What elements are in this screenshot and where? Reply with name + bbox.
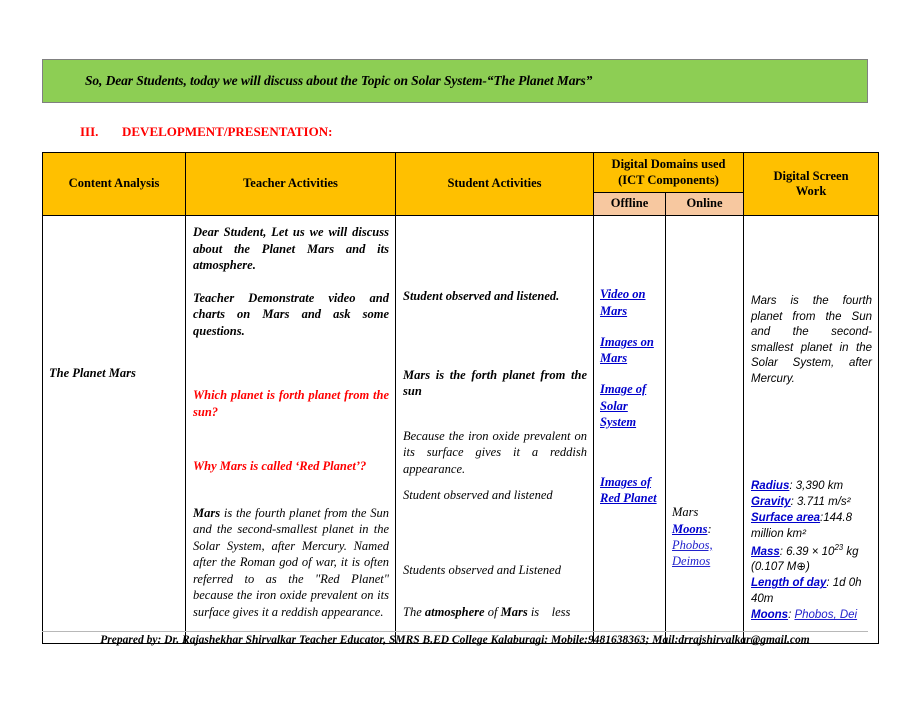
- fact-moons-value[interactable]: Phobos, Dei: [794, 609, 858, 622]
- col-header-teacher-activities: Teacher Activities: [186, 153, 396, 216]
- online-moons-colon: :: [707, 521, 712, 536]
- fact-mass-value: 6.39 × 10: [786, 545, 835, 558]
- col-header-digital-screen-work: [744, 153, 879, 216]
- teacher-para-3-rest: is the fourth planet from the Sun and the second-smallest planet in the Solar System, after Mercury. Named after the Roman god of war, it is often referred to as the "Red Planet" because the iron oxide prevalent on its surface gives it a reddish appearance.: [193, 505, 389, 619]
- student-para-6-b: atmosphere: [424, 605, 485, 620]
- student-para-2: Mars is the forth planet from the sun: [403, 367, 587, 399]
- table-header-row: [43, 153, 879, 193]
- fact-moons-label: Moons: [751, 609, 789, 622]
- fact-moons: [751, 608, 872, 624]
- fact-radius-label: Radius: [751, 480, 790, 493]
- fact-surface-area-value: 144.8 million km²: [751, 512, 853, 540]
- fact-length-of-day-label: Length of day: [751, 577, 827, 590]
- col-header-content-analysis: Content Analysis: [43, 153, 186, 216]
- fact-length-of-day-value: 1d 0h 40m: [751, 577, 862, 606]
- fact-radius-value: 3,390 km: [795, 480, 844, 493]
- teacher-para-1: Dear Student, Let us we will discuss about the Planet Mars and its atmosphere.: [193, 225, 389, 273]
- cell-online: [666, 216, 744, 644]
- student-para-6-e: is less: [527, 605, 571, 620]
- section-number: III.: [80, 124, 99, 139]
- fact-radius: [751, 479, 872, 495]
- teacher-question-2: Why Mars is called ‘Red Planet’?: [193, 459, 367, 474]
- student-para-4: Student observed and listened: [403, 488, 553, 503]
- lesson-plan-table: [42, 152, 879, 644]
- screen-work-description: Mars is the fourth planet from the Sun and the second-smallest planet in the Solar System, after Mercury.: [751, 295, 872, 385]
- fact-mass-exponent: 23: [834, 542, 844, 552]
- digital-domains-line1: Digital Domains used: [611, 157, 726, 171]
- cell-offline-links: [594, 216, 666, 644]
- table-row: [43, 216, 879, 644]
- offline-link-images-of-red-planet[interactable]: Images of Red Planet: [600, 475, 657, 506]
- fact-gravity-label: Gravity: [751, 496, 791, 509]
- offline-link-video-on-mars[interactable]: Video on Mars: [600, 287, 646, 318]
- fact-gravity: [751, 495, 872, 511]
- online-moons-link[interactable]: Moons: [672, 521, 708, 536]
- student-para-6-d: Mars: [500, 605, 528, 620]
- topic-banner: [42, 59, 868, 103]
- teacher-para-3: [193, 505, 389, 621]
- fact-surface-area-label: Surface area: [751, 512, 821, 525]
- fact-moons-sep: :: [788, 609, 795, 622]
- online-mars-label: Mars: [672, 505, 699, 520]
- fact-length-of-day: [751, 576, 872, 608]
- fact-mass-value2: kg (0.107 M⊕): [751, 545, 859, 574]
- student-para-6-c: of: [484, 605, 501, 620]
- footer-divider: [42, 631, 868, 632]
- fact-mass: [751, 543, 872, 577]
- digital-screen-line2: Work: [795, 184, 827, 199]
- teacher-question-1: Which planet is forth planet from the sun?: [193, 388, 389, 419]
- col-header-digital-domains: [594, 153, 744, 193]
- fact-length-of-day-sep: :: [826, 577, 833, 590]
- student-para-5: Students observed and Listened: [403, 562, 561, 577]
- student-para-1: Student observed and listened.: [403, 289, 560, 304]
- cell-digital-screen-work: [744, 216, 879, 644]
- footer-text: Prepared by: Dr. Rajashekhar Shirvalkar Teacher Educator, SMRS B.ED College Kalaburagi: Mobile:9481638363; Mail:drrajshirvalkar@gmail.com: [100, 634, 810, 646]
- fact-radius-sep: :: [789, 480, 796, 493]
- offline-link-image-of-solar-system[interactable]: Image of Solar System: [600, 382, 647, 429]
- fact-gravity-sep: :: [790, 496, 798, 509]
- fact-mass-label: Mass: [751, 545, 780, 558]
- fact-surface-area: [751, 511, 872, 543]
- cell-content-analysis: [43, 216, 186, 644]
- student-para-6: [403, 604, 587, 621]
- digital-screen-line1: Digital Screen: [773, 168, 849, 183]
- student-para-3: Because the iron oxide prevalent on its surface gives it a reddish appearance.: [403, 428, 587, 476]
- fact-gravity-value: 3.711 m/s²: [797, 496, 851, 509]
- screen-work-facts: [751, 479, 872, 624]
- teacher-para-2: Teacher Demonstrate video and charts on Mars and ask some questions.: [193, 290, 389, 338]
- topic-banner-text: So, Dear Students, today we will discuss about the Topic on Solar System-“The Planet Mars”: [85, 73, 593, 88]
- content-analysis-text: The Planet Mars: [49, 366, 136, 381]
- online-moons-value[interactable]: Phobos, Deimos: [672, 537, 713, 568]
- section-heading: [42, 124, 332, 140]
- cell-student-activities: [396, 216, 594, 644]
- section-label: DEVELOPMENT/PRESENTATION:: [122, 124, 333, 139]
- fact-mass-sep: :: [779, 545, 787, 558]
- col-header-student-activities: Student Activities: [396, 153, 594, 216]
- subheader-offline: Offline: [594, 193, 666, 216]
- cell-teacher-activities: [186, 216, 396, 644]
- offline-link-images-on-mars[interactable]: Images on Mars: [600, 334, 654, 365]
- subheader-online: Online: [666, 193, 744, 216]
- teacher-para-3-lead: Mars: [193, 505, 221, 520]
- fact-surface-area-sep: :: [820, 512, 824, 525]
- student-para-6-a: The: [403, 605, 425, 620]
- digital-domains-line2: (ICT Components): [618, 172, 719, 187]
